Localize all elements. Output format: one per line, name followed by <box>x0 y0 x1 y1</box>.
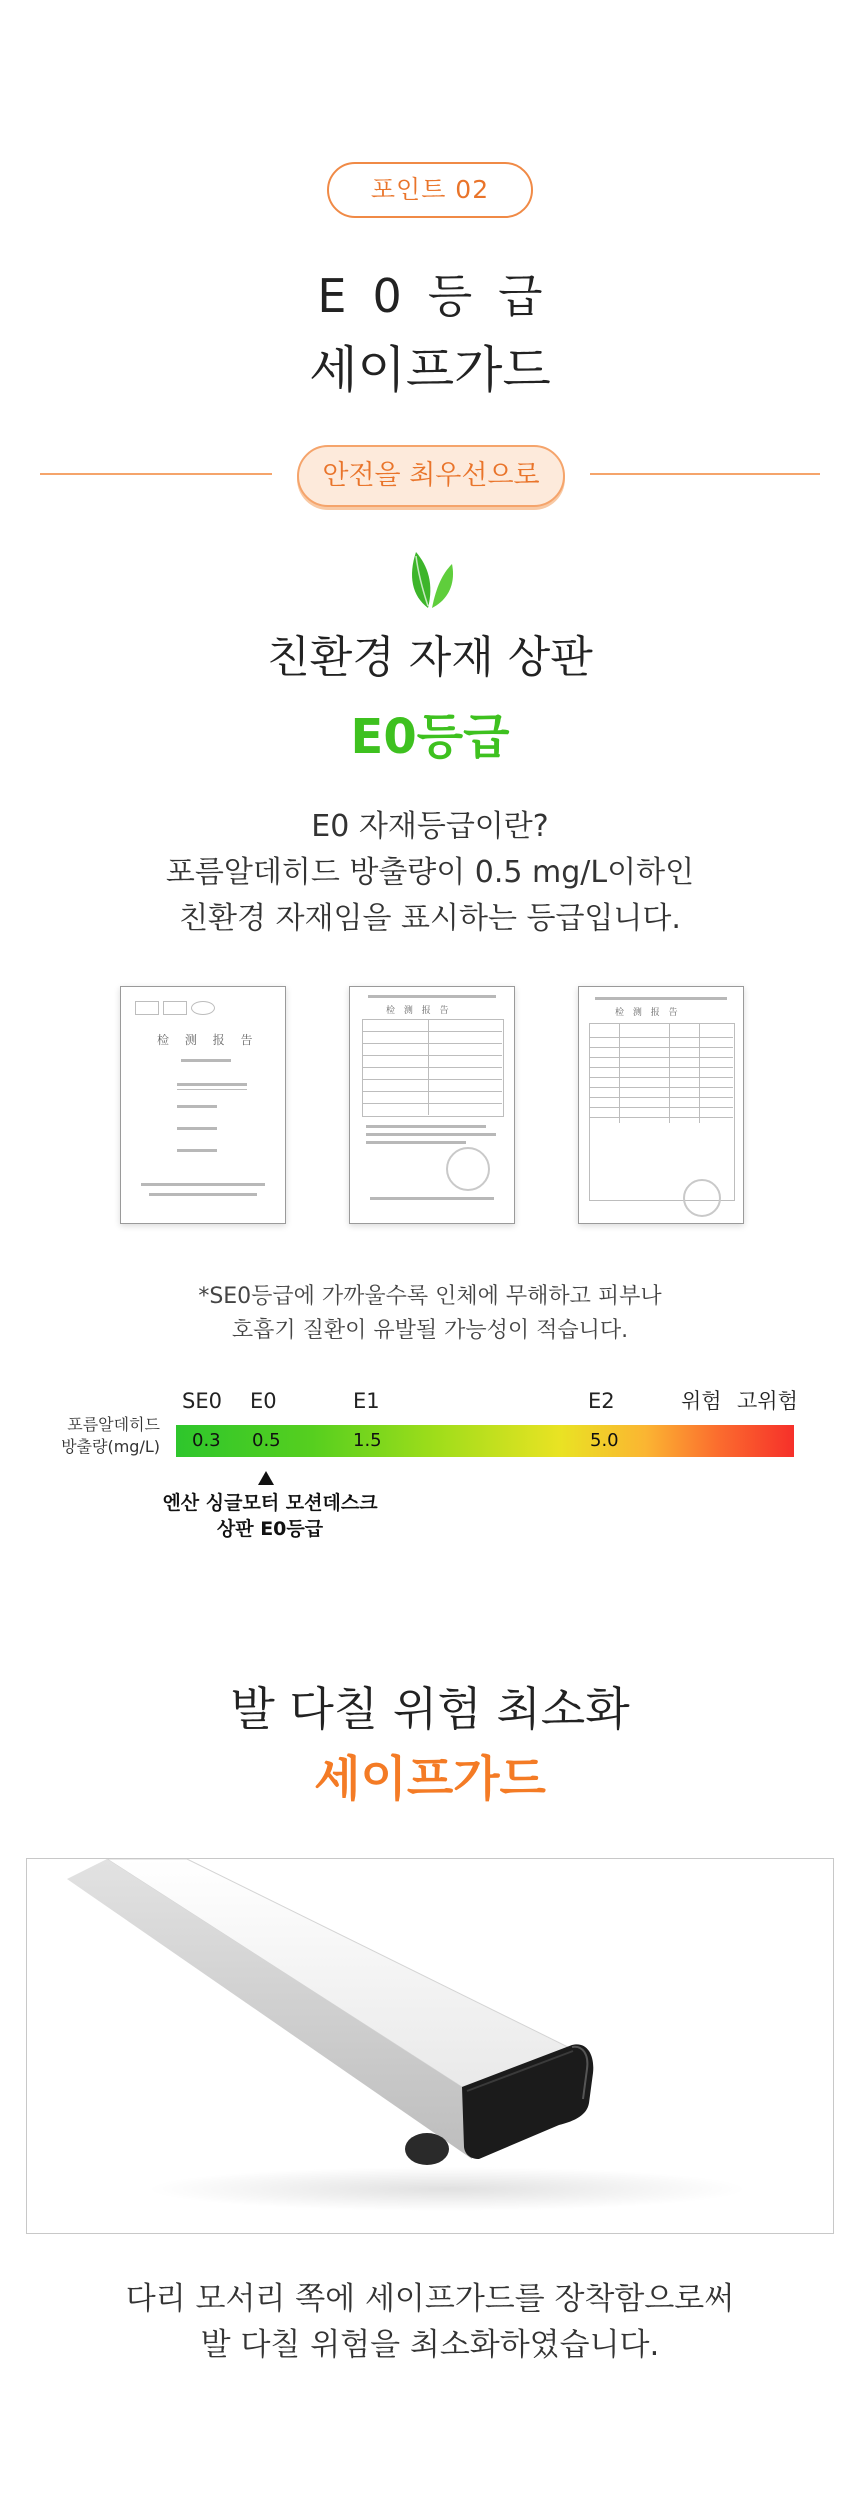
grade-high-danger: 고위험 <box>737 1389 798 1413</box>
heading-safeguard: 세이프가드 <box>309 341 551 399</box>
point-badge: 포인트 02 <box>327 162 533 218</box>
eco-desc-line3: 친환경 자재임을 표시하는 등급입니다. <box>179 901 681 936</box>
scale-axis-label-line2: 방출량(mg/L) <box>61 1437 160 1456</box>
certificate-3 <box>578 986 744 1224</box>
scale-axis-label-line1: 포름알데히드 <box>67 1415 160 1434</box>
heading-e0: E0등급 <box>317 269 569 323</box>
certificate-1 <box>120 986 286 1224</box>
certificate-3-heading: 检 测 报 告 <box>615 1008 681 1018</box>
safety-first-pill: 안전을 최우선으로 <box>297 445 565 507</box>
certificate-2-heading: 检 测 报 告 <box>386 1006 452 1016</box>
safeguard-photo <box>26 1858 834 2234</box>
triangle-up-icon <box>258 1471 274 1485</box>
divider-right <box>590 473 820 475</box>
grade-e2: E2 <box>588 1389 615 1413</box>
scale-axis-label <box>50 1414 160 1458</box>
grade-danger: 위험 <box>681 1389 722 1413</box>
eco-grade: E0등급 <box>350 709 510 765</box>
hazard-title: 발 다칠 위험 최소화 <box>230 1682 630 1736</box>
desk-leg-illustration <box>27 1859 834 2234</box>
marker-text-line2: 상판 E0등급 <box>216 1518 324 1540</box>
grade-se0: SE0 <box>182 1389 222 1413</box>
caption-line1: 다리 모서리 쪽에 세이프가드를 장착함으로써 <box>125 2281 735 2317</box>
grade-e1: E1 <box>353 1389 380 1413</box>
value-5-0: 5.0 <box>590 1430 619 1451</box>
eco-desc-line2: 포름알데히드 방출량이 0.5 mg/L이하인 <box>165 855 695 890</box>
certificate-2 <box>349 986 515 1224</box>
value-1-5: 1.5 <box>353 1430 382 1451</box>
hazard-subtitle: 세이프가드 <box>314 1751 546 1807</box>
value-0-5: 0.5 <box>252 1430 281 1451</box>
divider-left <box>40 473 272 475</box>
marker-text-line1: 엔산 싱글모터 모션데스크 <box>162 1492 378 1514</box>
note-line1: *SE0등급에 가까울수록 인체에 무해하고 피부나 <box>198 1284 662 1309</box>
marker-text <box>130 1490 410 1542</box>
value-0-3: 0.3 <box>192 1430 221 1451</box>
leaf-icon <box>406 548 454 610</box>
grade-e0: E0 <box>250 1389 277 1413</box>
eco-desc-line1: E0 자재등급이란? <box>311 809 549 844</box>
note-line2: 호흡기 질환이 유발될 가능성이 적습니다. <box>231 1318 629 1343</box>
caption-line2: 발 다칠 위험을 최소화하였습니다. <box>200 2327 660 2363</box>
eco-title: 친환경 자재 상판 <box>267 632 593 683</box>
certificate-1-heading: 检 测 报 告 <box>157 1033 259 1047</box>
